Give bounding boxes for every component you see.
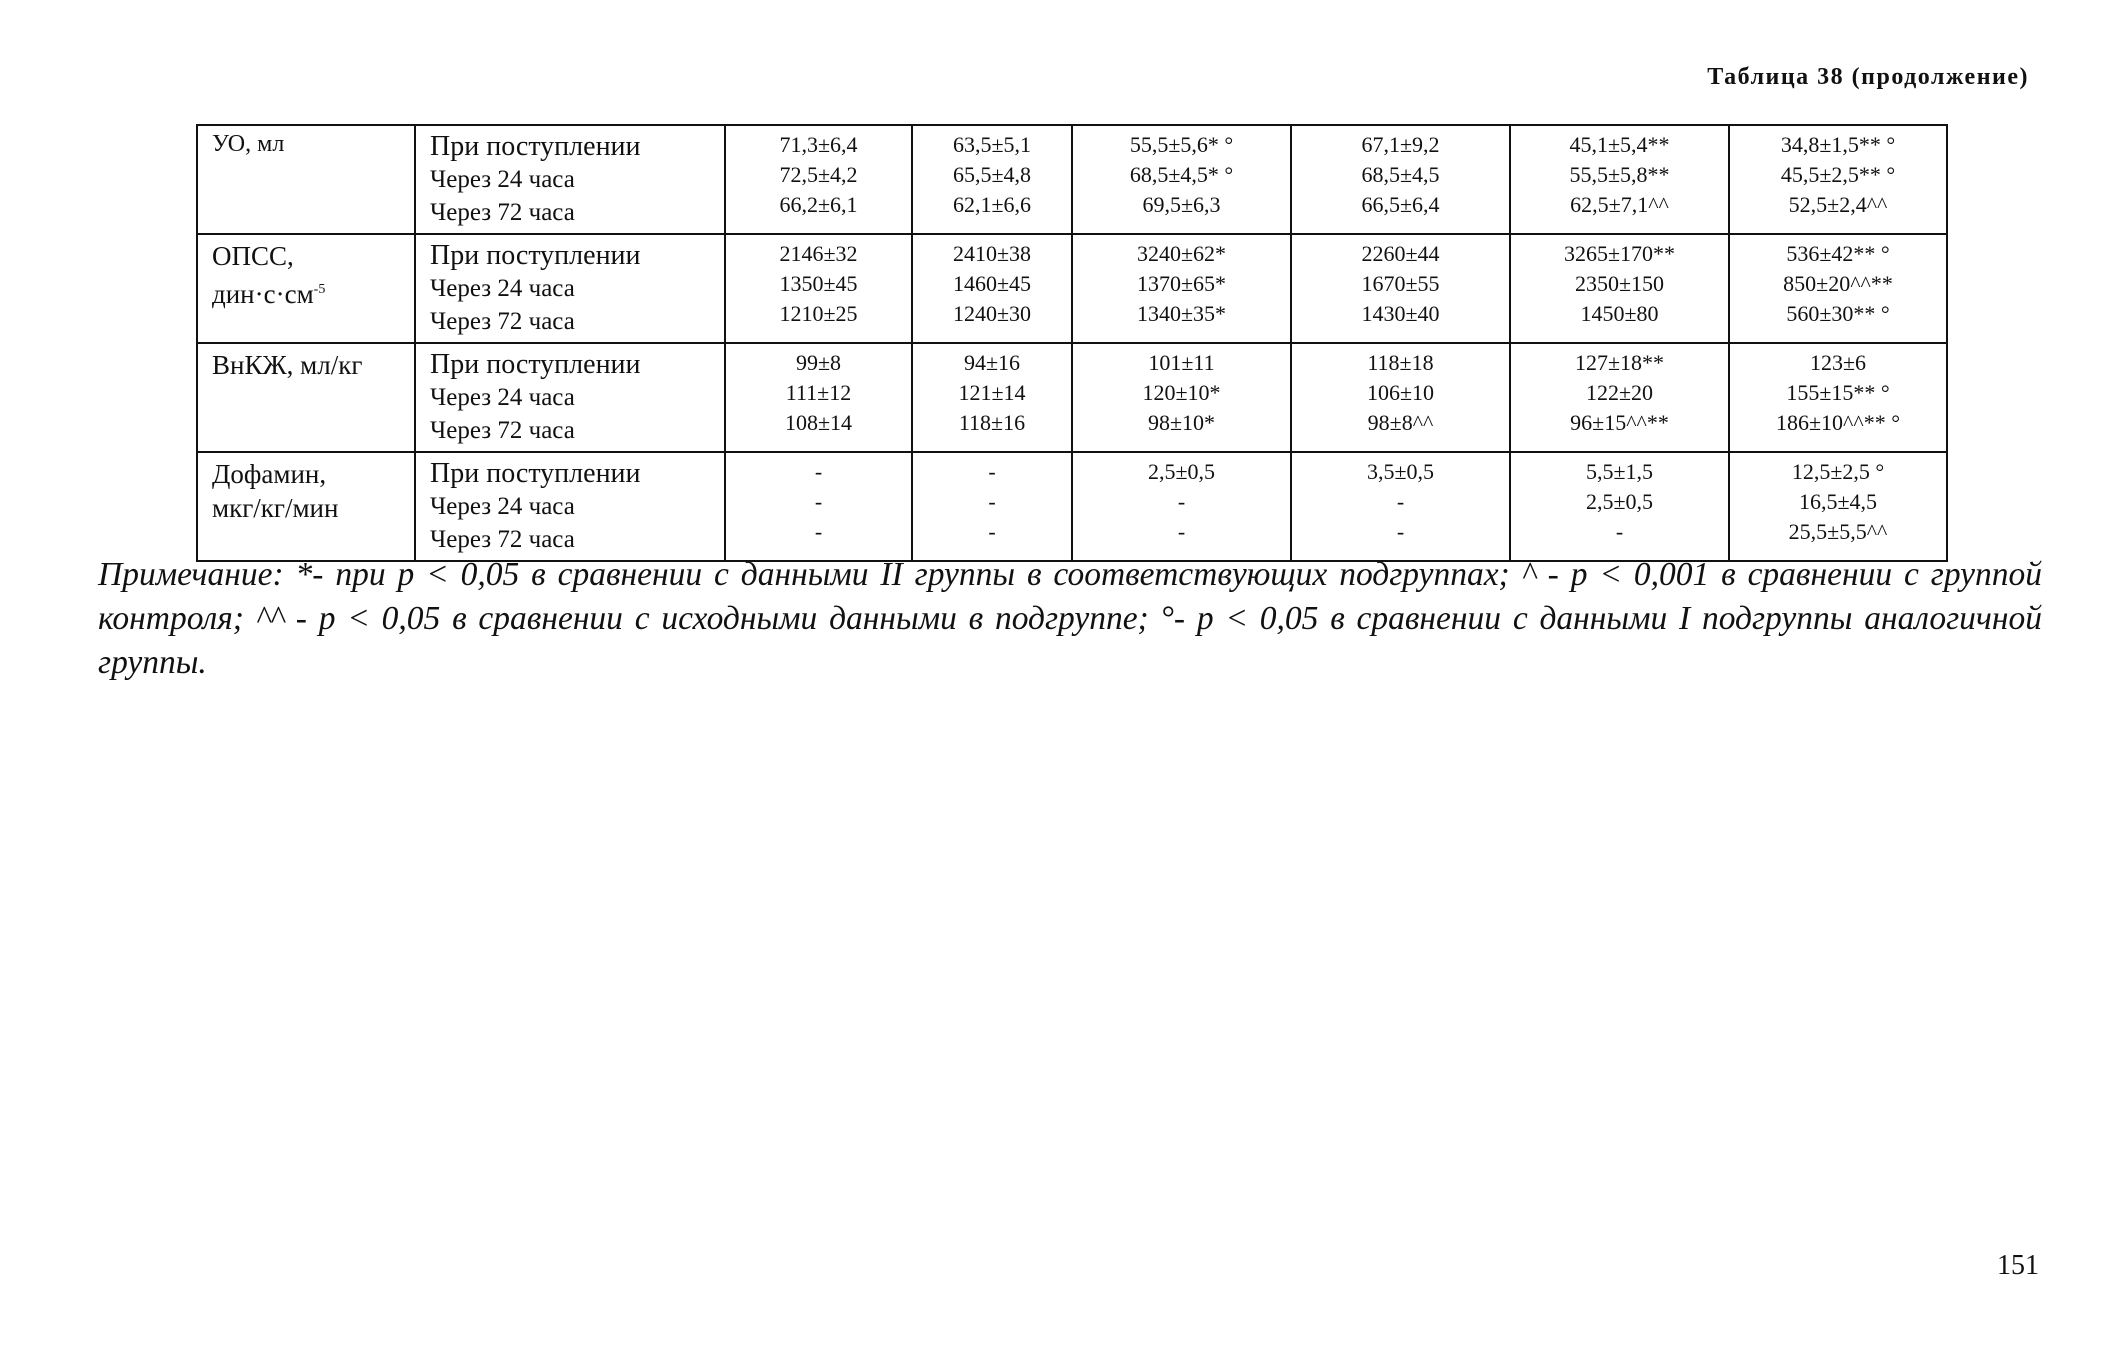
value-text: 1460±45 [952,271,1032,296]
value-text: 1240±30 [952,301,1032,326]
value-text: 186±10^^** ° [1775,410,1901,435]
parameter-unit-exponent: -5 [313,282,326,297]
value-text: 111±12 [785,380,852,405]
value-cell [1291,343,1510,452]
table-row [197,452,1947,561]
value-text: 34,8±1,5** ° [1780,132,1896,157]
table-note: Примечание: *- при р < 0,05 в сравнении с данными II группы в соответствующих подгруппах; ^ - р < 0,001 в сравнении с группой контроля; ^^ - р < 0,05 в сравнении с исходными данными в подгруппе; °- р < 0,05 в сравнении с данными I подгруппы аналогичной группы. [98,556,2042,681]
value-cell [912,234,1072,343]
value-cell [725,234,912,343]
value-text: - [988,459,996,484]
value-text: 101±11 [1148,350,1215,375]
timepoint-label: Через 24 часа [430,493,575,520]
parameter-cell [197,343,415,452]
value-text: 3,5±0,5 [1366,459,1435,484]
timepoint-cell [415,343,725,452]
value-cell [1291,125,1510,234]
timepoint-label: Через 24 часа [430,275,575,302]
value-text: 3265±170** [1563,241,1676,266]
value-text: 121±14 [958,380,1026,405]
value-text: - [1177,489,1186,514]
timepoint-label: Через 72 часа [430,417,575,444]
value-text: 2260±44 [1361,241,1440,266]
value-text: 1340±35* [1136,301,1227,326]
value-text: - [814,519,823,544]
value-text: 118±16 [958,410,1026,435]
parameter-label: УО, мл [212,131,285,157]
value-cell [1291,234,1510,343]
timepoint-cell [415,452,725,561]
value-text: 2350±150 [1574,271,1665,296]
timepoint-label: Через 24 часа [430,384,575,411]
value-text: 122±20 [1585,380,1654,405]
value-text: 123±6 [1809,350,1867,375]
value-cell [725,125,912,234]
results-table [196,124,1948,562]
timepoint-label: При поступлении [430,240,641,271]
value-cell [1729,234,1947,343]
value-text: 120±10* [1142,380,1221,405]
parameter-label: ВнКЖ, мл/кг [212,350,363,380]
value-text: 1210±25 [779,301,858,326]
value-cell [1072,234,1291,343]
timepoint-label: Через 72 часа [430,526,575,553]
value-text: 69,5±6,3 [1142,192,1221,217]
value-text: 98±8^^ [1367,410,1434,435]
value-text: 1350±45 [779,271,858,296]
value-text: 2146±32 [779,241,858,266]
value-text: 68,5±4,5* ° [1129,162,1234,187]
value-cell [725,343,912,452]
value-cell [1729,125,1947,234]
value-text: 25,5±5,5^^ [1788,519,1888,544]
value-text: 45,1±5,4** [1569,132,1670,157]
value-text: 16,5±4,5 [1798,489,1878,514]
value-text: - [988,519,996,544]
value-text: 66,2±6,1 [779,192,858,217]
timepoint-label: Через 72 часа [430,308,575,335]
value-text: 118±18 [1367,350,1434,375]
value-text: 850±20^^** [1783,271,1893,296]
value-cell [1072,125,1291,234]
value-text: 2,5±0,5 [1147,459,1216,484]
value-text: 12,5±2,5 ° [1791,459,1885,484]
value-cell [1291,452,1510,561]
value-text: 94±16 [963,350,1021,375]
page-number: 151 [1997,1250,2039,1281]
value-text: 67,1±9,2 [1361,132,1440,157]
value-text: 45,5±2,5** ° [1780,162,1896,187]
value-cell [1729,452,1947,561]
value-text: - [988,489,996,514]
value-text: 55,5±5,8** [1569,162,1670,187]
value-text: 1430±40 [1361,301,1440,326]
value-text: 98±10* [1147,410,1216,435]
parameter-unit-base: дин·с·см [212,279,314,309]
value-text: 2,5±0,5 [1585,489,1654,514]
value-text: 99±8 [795,350,842,375]
value-text: 66,5±6,4 [1361,192,1440,217]
value-cell [1510,234,1729,343]
parameter-cell [197,234,415,343]
value-text: 1670±55 [1361,271,1440,296]
value-text: 1450±80 [1580,301,1659,326]
value-text: 106±10 [1366,380,1435,405]
value-text: 96±15^^** [1570,410,1669,435]
value-cell [725,452,912,561]
value-text: 55,5±5,6* ° [1129,132,1234,157]
value-text: 68,5±4,5 [1361,162,1440,187]
value-text: 108±14 [784,410,853,435]
value-text: - [1177,519,1186,544]
value-text: 72,5±4,2 [779,162,858,187]
value-text: 2410±38 [952,241,1032,266]
value-text: 71,3±6,4 [779,132,858,157]
value-text: - [814,459,823,484]
value-text: - [814,489,823,514]
value-text: - [1396,489,1405,514]
value-text: 5,5±1,5 [1585,459,1654,484]
value-text: 560±30** ° [1786,301,1890,326]
parameter-cell [197,452,415,561]
table-row [197,125,1947,234]
table-row [197,343,1947,452]
value-text: - [1615,519,1624,544]
value-cell [1510,452,1729,561]
value-text: 63,5±5,1 [952,132,1032,157]
value-cell [912,125,1072,234]
timepoint-cell [415,234,725,343]
value-cell [912,343,1072,452]
value-text: 536±42** ° [1786,241,1890,266]
value-cell [1510,343,1729,452]
timepoint-label: При поступлении [430,349,641,380]
table-row [197,234,1947,343]
parameter-label: ОПСС, [212,241,294,271]
timepoint-label: При поступлении [430,131,641,162]
value-cell [1072,343,1291,452]
value-cell [912,452,1072,561]
value-text: 62,5±7,1^^ [1570,192,1669,217]
parameter-label: мкг/кг/мин [212,493,339,523]
value-text: 1370±65* [1136,271,1227,296]
value-text: 52,5±2,4^^ [1788,192,1888,217]
table-caption: Таблица 38 (продолжение) [1707,64,2029,90]
parameter-label: Дофамин, [212,459,327,489]
timepoint-label: Через 72 часа [430,199,575,226]
timepoint-cell [415,125,725,234]
value-text: 127±18** [1574,350,1665,375]
value-cell [1510,125,1729,234]
value-cell [1729,343,1947,452]
timepoint-label: Через 24 часа [430,166,575,193]
parameter-unit [212,273,400,311]
value-text: 3240±62* [1136,241,1227,266]
timepoint-label: При поступлении [430,458,641,489]
value-text: 62,1±6,6 [952,192,1032,217]
value-text: 155±15** ° [1786,380,1890,405]
value-cell [1072,452,1291,561]
value-text: - [1396,519,1405,544]
parameter-cell [197,125,415,234]
value-text: 65,5±4,8 [952,162,1032,187]
